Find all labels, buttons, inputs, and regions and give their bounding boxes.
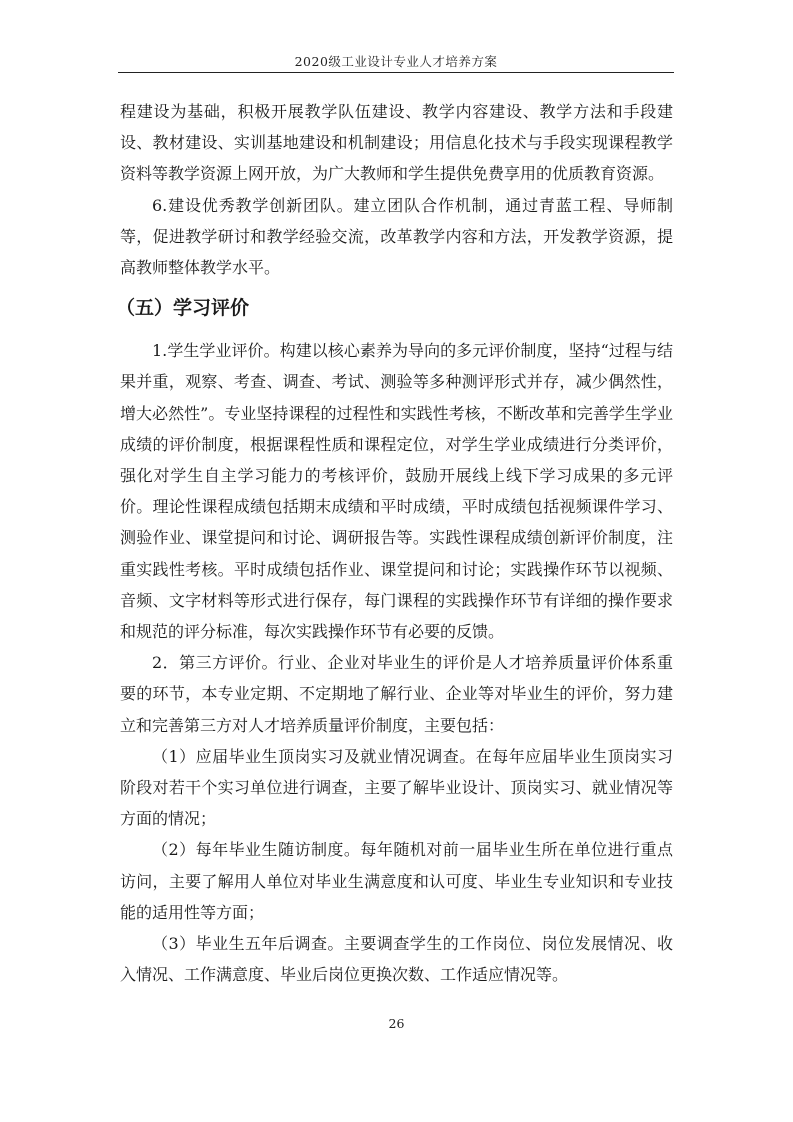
page-number: 26 — [388, 1016, 405, 1031]
header-rule — [118, 72, 674, 73]
document-body — [116, 96, 673, 990]
paragraph-third-party-evaluation: 2．第三方评价。行业、企业对毕业生的评价是人才培养质量评价体系重要的环节，本专业定期、不定期地了解行业、企业等对毕业生的评价，努力建立和完善第三方对人才培养质量评价制度，主要包括： — [120, 653, 673, 735]
section-heading: （五）学习评价 — [116, 297, 250, 320]
paragraph-subitem-1: （1）应届毕业生顶岗实习及就业情况调查。在每年应届毕业生顶岗实习阶段对若干个实习单位进行调查，主要了解毕业设计、顶岗实习、就业情况等方面的情况； — [120, 746, 673, 829]
paragraph-student-evaluation: 1.学生学业评价。构建以核心素养为导向的多元评价制度，坚持“过程与结果并重，观察、考查、调查、考试、测验等多种测评形式并存，减少偶然性，增大必然性”。专业坚持课程的过程性和实践性考核，不断改革和完善学生学业成绩的评价制度，根据课程性质和课程定位，对学生学业成绩进行分类评价，强化对学生自主学习能力的考核评价，鼓励开展线上线下学习成果的多元评价。理论性课程成绩包括期末成绩和平时成绩，平时成绩包括视频课件学习、测验作业、课堂提问和讨论、调研报告等。实践性课程成绩创新评价制度，注重实践性考核。平时成绩包括作业、课堂提问和讨论；实践操作环节以视频、音频、文字材料等形式进行保存，每门课程的实践操作环节有详细的操作要求和规范的评分标准，每次实践操作环节有必要的反馈。 — [120, 341, 673, 642]
paragraph-item-6: 6.建设优秀教学创新团队。建立团队合作机制，通过青蓝工程、导师制等，促进教学研讨和教学经验交流，改革教学内容和方法，开发教学资源，提高教师整体教学水平。 — [120, 195, 673, 278]
paragraph-subitem-2: （2）每年毕业生随访制度。每年随机对前一届毕业生所在单位进行重点访问，主要了解用人单位对毕业生满意度和认可度、毕业生专业知识和专业技能的适用性等方面； — [120, 840, 673, 922]
paragraph-subitem-3: （3）毕业生五年后调查。主要调查学生的工作岗位、岗位发展情况、收入情况、工作满意度、毕业后岗位更换次数、工作适应情况等。 — [120, 934, 673, 985]
paragraph-continuation: 程建设为基础，积极开展教学队伍建设、教学内容建设、教学方法和手段建设、教材建设、实训基地建设和机制建设；用信息化技术与手段实现课程教学资料等教学资源上网开放，为广大教师和学生提供免费享用的优质教育资源。 — [120, 102, 673, 184]
running-header: 2020级工业设计专业人才培养方案 — [294, 54, 498, 69]
